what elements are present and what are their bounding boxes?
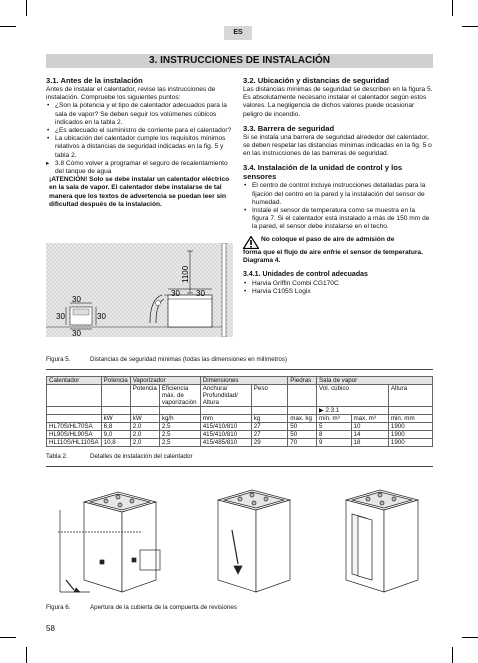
table-header: Potencia bbox=[101, 377, 130, 385]
table-header: Potencia bbox=[130, 385, 159, 407]
table-cell: 415/410/810 bbox=[200, 423, 251, 431]
warning-note bbox=[243, 236, 433, 249]
table-cell: 50 bbox=[288, 423, 317, 431]
table-header: Peso bbox=[251, 385, 288, 407]
heater-panel-3 bbox=[346, 490, 418, 592]
right-column bbox=[243, 76, 433, 296]
trim-mark bbox=[462, 26, 478, 27]
table-ref-row bbox=[47, 407, 433, 415]
table-row bbox=[47, 431, 433, 439]
checklist bbox=[46, 102, 233, 176]
table-cell: HL70S/HL70SA bbox=[47, 423, 102, 431]
table-subheader-row bbox=[47, 385, 433, 407]
table-cell: 10,8 bbox=[101, 439, 130, 447]
table-units-row bbox=[47, 415, 433, 423]
table-cell: 1900 bbox=[388, 423, 432, 431]
page-number: 58 bbox=[46, 624, 55, 633]
trim-mark bbox=[452, 0, 453, 16]
table-cell: 9 bbox=[317, 439, 351, 447]
left-column bbox=[46, 76, 233, 209]
dimension-label: 30 bbox=[196, 289, 205, 298]
paragraph: Las distancias mínimas de seguridad se describen en la figura 5. Es absolutamente necesario instalar el calentador según estos valores. La negligencia de dichos valores puede ocasionar peligro de incendio. bbox=[243, 86, 433, 118]
divider bbox=[46, 466, 433, 467]
table-header: Eficiencia máx. de vaporización bbox=[159, 385, 200, 407]
trim-mark bbox=[26, 647, 27, 663]
figure-6-caption bbox=[46, 604, 237, 611]
table-cell: 2,5 bbox=[159, 423, 200, 431]
attention-note: ¡ATENCIÓN! Solo se debe instalar un calentador eléctrico en la sala de vapor. El calentador debe instalarse de tal manera que los textos de advertencia se puedan leer sin dificultad después de la instalación. bbox=[49, 176, 230, 208]
trim-mark bbox=[0, 26, 16, 27]
divider bbox=[46, 369, 433, 370]
table-cell: 5 bbox=[317, 423, 351, 431]
table-header: Vol. cúbico bbox=[317, 385, 389, 407]
caption-text: Distancias de seguridad mínimas (todas las dimensiones en milímetros) bbox=[90, 356, 288, 363]
table-cell: 1900 bbox=[388, 439, 432, 447]
section-heading-3-4-1: 3.4.1. Unidades de control adecuadas bbox=[243, 271, 368, 279]
list-item: • ¿Son la potencia y el tipo de calentador adecuados para la sala de vapor? Se deben seguir los volúmenes cúbicos indicados en la tabla 2. bbox=[46, 102, 233, 127]
intro-paragraph: Antes de instalar el calentador, revise las instrucciones de instalación. Compruebe los siguientes puntos: bbox=[46, 86, 216, 102]
table-header: Dimensiones bbox=[200, 377, 288, 385]
caption-number: Tabla 2. bbox=[46, 453, 68, 460]
list-item: ▸ 3.8 Cómo volver a programar el seguro de recalentamiento del tanque de agua bbox=[46, 160, 233, 176]
table-row bbox=[47, 423, 433, 431]
control-units-list bbox=[243, 280, 433, 296]
caption-text: Apertura de la cubierta de la compuerta de revisiones bbox=[90, 604, 237, 611]
table-2-caption bbox=[46, 453, 193, 460]
list-item: • Harvia C105S Logix bbox=[243, 288, 433, 296]
table-unit: kg bbox=[251, 415, 288, 423]
table-cell: 29 bbox=[251, 439, 288, 447]
dimension-label: 30 bbox=[97, 312, 106, 321]
dimension-label: 30 bbox=[72, 329, 81, 337]
table-row bbox=[47, 439, 433, 447]
list-item: • Harvia Griffin Combi CG170C bbox=[243, 280, 433, 288]
warning-text-cont: forma que el flujo de aire enfríe el sensor de temperatura. Diagrama 4. bbox=[243, 248, 423, 264]
table-unit: max. kg bbox=[288, 415, 317, 423]
warning-text: No coloque el paso de aire de admisión de bbox=[261, 235, 395, 243]
table-unit: max. m³ bbox=[351, 415, 388, 423]
trim-mark bbox=[452, 647, 453, 663]
table-unit: min. mm bbox=[388, 415, 432, 423]
table-cell: 70 bbox=[288, 439, 317, 447]
table-header-row bbox=[47, 377, 433, 385]
dimension-label: 1100 bbox=[181, 265, 190, 283]
section-heading-3-4: 3.4. Instalación de la unidad de control y los sensores bbox=[243, 163, 403, 182]
table-cell: 50 bbox=[288, 431, 317, 439]
table-cell: 10 bbox=[351, 423, 388, 431]
table-cell: HL90S/HL90SA bbox=[47, 431, 102, 439]
table-header: Calentador bbox=[47, 377, 102, 385]
table-header: Vaporizador bbox=[130, 377, 200, 385]
warning-icon bbox=[243, 236, 259, 249]
list-item: • Instale el sensor de temperatura como se muestra en la figura 7. Si el calentador está instalado a más de 150 mm de la pared, el sensor debe instalarse en el techo. bbox=[243, 207, 433, 232]
table-ref: ▶ 2.3.1 bbox=[317, 407, 389, 415]
caption-number: Figura 5. bbox=[46, 356, 71, 363]
caption-number: Figura 6. bbox=[46, 604, 71, 611]
table-cell: 2,0 bbox=[130, 439, 159, 447]
paragraph: Si se instala una barrera de seguridad alrededor del calentador, se deben respetar las distancias mínimas indicadas en la fig. 5 o en las instrucciones de las barreras de seguridad. bbox=[243, 133, 432, 158]
table-cell: 2,5 bbox=[159, 431, 200, 439]
section-heading-3-1: 3.1. Antes de la instalación bbox=[46, 76, 143, 85]
table-cell: 6,8 bbox=[101, 423, 130, 431]
table-cell: 9,0 bbox=[101, 431, 130, 439]
dimension-label: 30 bbox=[72, 295, 81, 304]
table-cell: 2,0 bbox=[130, 423, 159, 431]
heater-panel-1 bbox=[58, 492, 160, 592]
table-header: Piedras bbox=[288, 377, 317, 385]
installation-table bbox=[46, 376, 433, 447]
table-cell: HL110S/HL110SA bbox=[47, 439, 102, 447]
table-cell: 27 bbox=[251, 431, 288, 439]
table-cell: 415/410/810 bbox=[200, 431, 251, 439]
sensor-list bbox=[243, 182, 433, 231]
table-unit: kg/h bbox=[159, 415, 200, 423]
table-header: Anchura/ Profundidad/ Altura bbox=[200, 385, 251, 407]
dimension-label: 30 bbox=[171, 289, 180, 298]
table-cell: 18 bbox=[351, 439, 388, 447]
list-item: • ¿Es adecuado el suministro de corriente para el calentador? bbox=[46, 127, 233, 135]
trim-mark bbox=[0, 637, 16, 638]
table-cell: 415/485/810 bbox=[200, 439, 251, 447]
table-cell: 2,5 bbox=[159, 439, 200, 447]
trim-mark bbox=[26, 0, 27, 16]
table-cell: 27 bbox=[251, 423, 288, 431]
figure-5-caption bbox=[46, 356, 287, 363]
table-header: Altura bbox=[388, 385, 432, 407]
trim-mark bbox=[462, 637, 478, 638]
table-cell: 14 bbox=[351, 431, 388, 439]
service-hatch-diagram bbox=[46, 480, 433, 598]
table-unit: mm bbox=[200, 415, 251, 423]
section-heading-3-2: 3.2. Ubicación y distancias de seguridad bbox=[243, 76, 390, 85]
table-unit: kW bbox=[130, 415, 159, 423]
page-title: 3. INSTRUCCIONES DE INSTALACIÓN bbox=[46, 54, 433, 68]
safety-distance-diagram bbox=[46, 243, 233, 337]
caption-text: Detalles de instalación del calentador bbox=[90, 453, 193, 460]
table-unit: min. m³ bbox=[317, 415, 351, 423]
section-heading-3-3: 3.3. Barrera de seguridad bbox=[243, 123, 335, 133]
language-tab: ES bbox=[224, 26, 252, 40]
table-cell: 8 bbox=[317, 431, 351, 439]
table-header: Sala de vapor bbox=[317, 377, 433, 385]
list-item: • La ubicación del calentador cumple los requisitos mínimos relativos a distancias de seguridad indicadas en la fig. 5 y tabla 2. bbox=[46, 135, 233, 160]
table-unit: kW bbox=[101, 415, 130, 423]
dimension-label: 30 bbox=[56, 312, 65, 321]
heater-panel-2 bbox=[218, 490, 290, 592]
table-cell: 1900 bbox=[388, 431, 432, 439]
list-item: • El centro de control incluye instrucciones detalladas para la fijación del centro en la pared y la instalación del sensor de humedad. bbox=[243, 182, 433, 207]
table-cell: 2,0 bbox=[130, 431, 159, 439]
